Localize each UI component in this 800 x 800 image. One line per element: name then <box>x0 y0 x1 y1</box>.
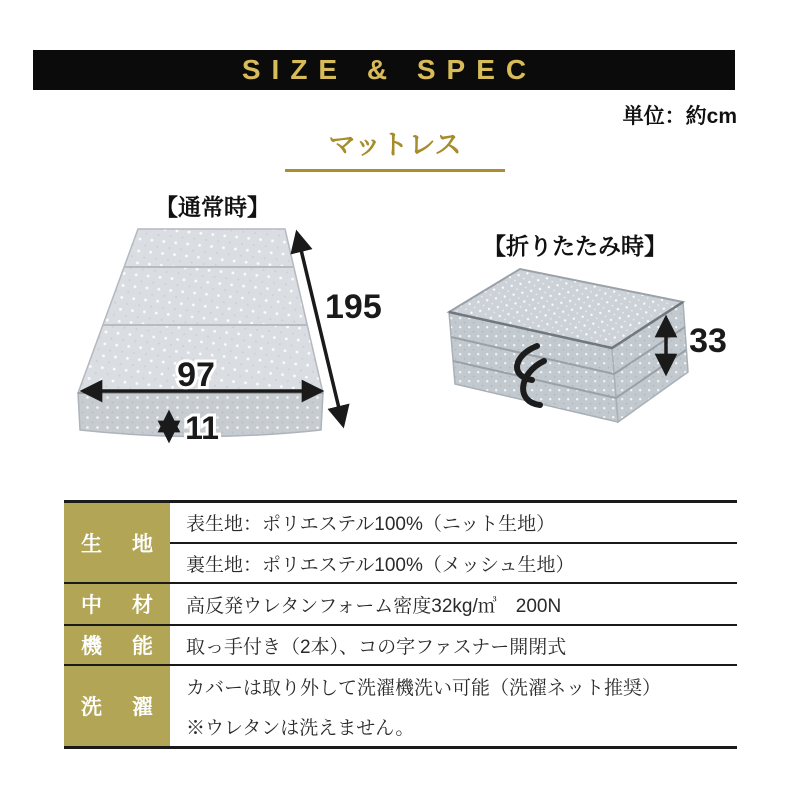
folded-state-label: 【折りたたみ時】 <box>483 233 667 259</box>
mattress-normal-illustration <box>55 215 385 455</box>
row-header-washing <box>64 666 170 746</box>
row-content-fabric <box>170 503 737 582</box>
header-char: 洗 <box>81 696 102 719</box>
table-row-washing <box>64 664 737 746</box>
header-char: 能 <box>132 635 153 658</box>
header-char: 地 <box>132 532 153 556</box>
dimension-length-value: 195 <box>325 288 382 326</box>
table-row-filling <box>64 582 737 624</box>
row-content-function <box>170 626 737 664</box>
dimension-folded-height-value: 33 <box>689 322 727 360</box>
washing-line-1: カバーは取り外して洗濯機洗い可能（洗濯ネット推奨） <box>186 677 662 699</box>
fabric-back-line: 裏生地：ポリエステル100%（メッシュ生地） <box>186 554 575 576</box>
table-row-function <box>64 624 737 664</box>
fabric-outer-line: 表生地：ポリエステル100%（ニット生地） <box>170 503 737 544</box>
header-char: 機 <box>81 635 102 658</box>
normal-state-label: 【通常時】 <box>155 194 270 220</box>
dimension-thickness-value: 11 <box>185 410 219 446</box>
row-header-function <box>64 626 170 664</box>
header-char: 生 <box>81 532 102 556</box>
filling-line: 高反発ウレタンフォーム密度32kg/㎥ 200N <box>186 595 562 617</box>
banner-title: SIZE & SPEC <box>241 54 538 85</box>
spec-table <box>64 500 737 749</box>
row-content-washing <box>170 666 737 746</box>
function-line: 取っ手付き（2本）、コの字ファスナー開閉式 <box>186 636 567 658</box>
mattress-folded-illustration <box>440 262 740 430</box>
page-title: マットレス <box>285 123 505 172</box>
header-char: 濯 <box>132 696 153 719</box>
header-char: 材 <box>132 594 153 617</box>
row-header-filling <box>64 584 170 624</box>
header-char: 中 <box>81 594 102 617</box>
washing-line-2: ※ウレタンは洗えません。 <box>186 717 415 739</box>
section-banner <box>33 50 735 90</box>
table-row-fabric <box>64 503 737 582</box>
row-content-filling <box>170 584 737 624</box>
dimension-width-value: 97 <box>177 356 215 394</box>
unit-note: 単位：約cm <box>622 105 737 128</box>
row-header-fabric <box>64 503 170 582</box>
